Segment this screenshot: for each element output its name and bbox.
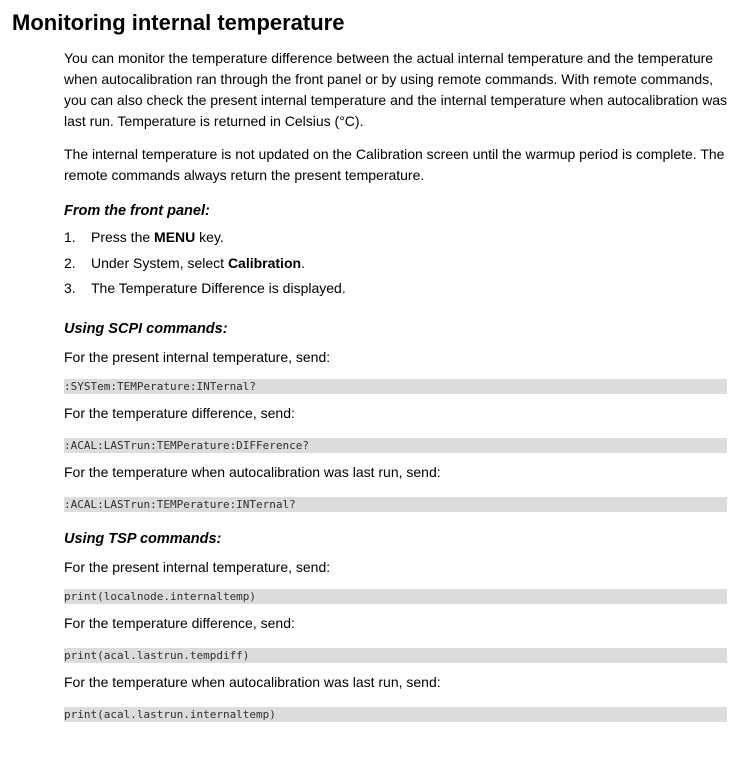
front-panel-steps bbox=[64, 227, 734, 298]
page-title: Monitoring internal temperature bbox=[12, 10, 345, 35]
scpi-label-internal: For the present internal temperature, send: bbox=[64, 349, 331, 365]
tsp-label-diff: For the temperature difference, send: bbox=[64, 615, 295, 631]
document-body bbox=[64, 48, 734, 722]
scpi-label-last: For the temperature when autocalibration was last run, send: bbox=[64, 464, 441, 480]
scpi-code-last: :ACAL:LASTrun:TEMPerature:INTernal? bbox=[64, 497, 727, 512]
tsp-code-diff: print(acal.lastrun.tempdiff) bbox=[64, 648, 727, 663]
intro-paragraph-1: You can monitor the temperature difference between the actual internal temperature and the temperature when autocalibration ran through the front panel or by using remote commands. With remote commands, you can also check the present internal temperature and the internal temperature when autocalibration was last run. Temperature is returned in Celsius (°C). bbox=[64, 50, 728, 129]
front-panel-heading: From the front panel: bbox=[64, 203, 210, 219]
tsp-code-internal: print(localnode.internaltemp) bbox=[64, 589, 727, 604]
step-item: 3. The Temperature Difference is displayed. bbox=[64, 280, 346, 296]
step-item: 1. Press the MENU key. bbox=[64, 229, 224, 245]
tsp-label-last: For the temperature when autocalibration was last run, send: bbox=[64, 674, 441, 690]
step-item: 2. Under System, select Calibration. bbox=[64, 254, 305, 271]
scpi-heading: Using SCPI commands: bbox=[64, 321, 228, 337]
scpi-label-diff: For the temperature difference, send: bbox=[64, 405, 295, 421]
scpi-code-diff: :ACAL:LASTrun:TEMPerature:DIFFerence? bbox=[64, 438, 727, 453]
tsp-heading: Using TSP commands: bbox=[64, 531, 222, 547]
intro-paragraph-2: The internal temperature is not updated on the Calibration screen until the warmup period is complete. The remote commands always return the present temperature. bbox=[64, 146, 725, 183]
tsp-code-last: print(acal.lastrun.internaltemp) bbox=[64, 707, 727, 722]
scpi-code-internal: :SYSTem:TEMPerature:INTernal? bbox=[64, 379, 727, 394]
tsp-label-internal: For the present internal temperature, send: bbox=[64, 559, 331, 575]
